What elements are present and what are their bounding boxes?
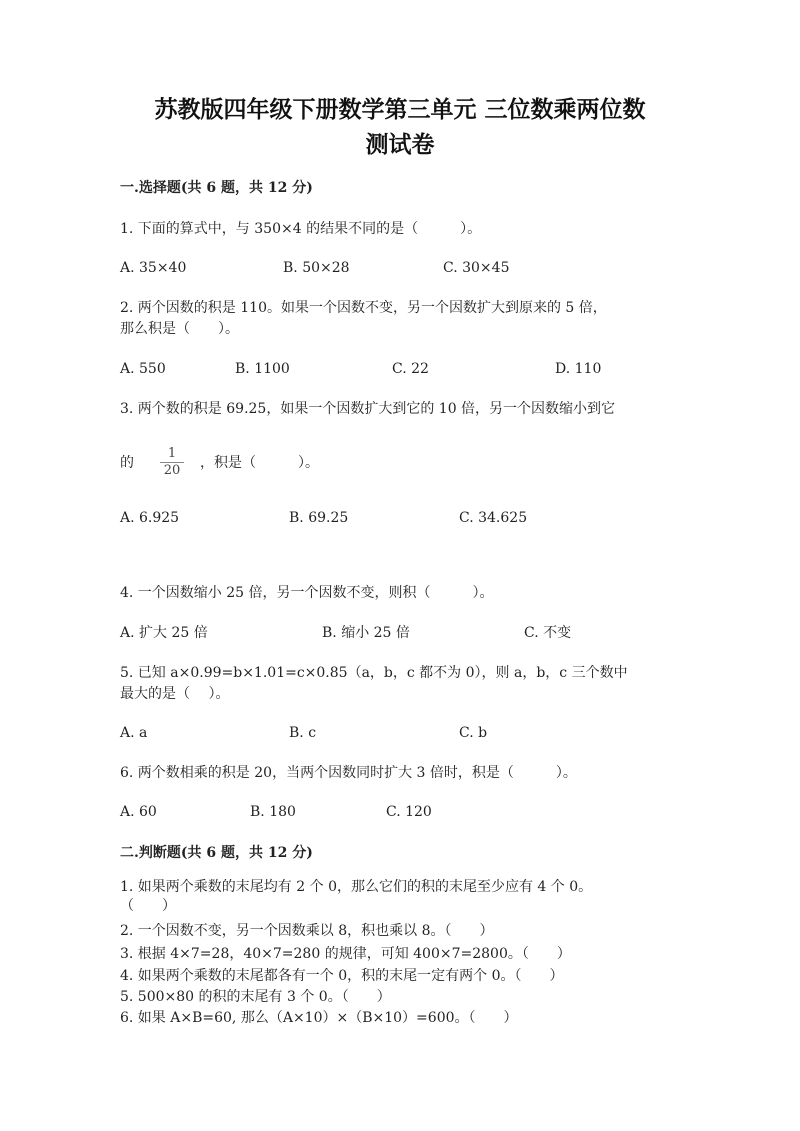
q6-option-a: A. 60 (120, 804, 157, 820)
q6-option-b: B. 180 (250, 804, 296, 820)
q5-option-b: B. c (289, 725, 317, 741)
q2-option-d: D. 110 (555, 361, 602, 377)
q3-option-c: C. 34.625 (459, 510, 528, 526)
q2-option-b: B. 1100 (235, 361, 290, 377)
q1-option-b: B. 50×28 (283, 260, 350, 276)
q1-option-c: C. 30×45 (443, 260, 510, 276)
q6-option-c: C. 120 (386, 804, 432, 820)
q5-option-a: A. a (120, 725, 148, 741)
section1-heading: 一.选择题(共 6 题，共 12 分) (120, 180, 313, 196)
fraction-denominator: 20 (163, 463, 181, 478)
section2-heading: 二.判断题(共 6 题，共 12 分) (120, 845, 313, 861)
question-1: 1. 下面的算式中，与 350×4 的结果不同的是（ ）。 (120, 221, 482, 237)
q2-option-a: A. 550 (120, 361, 166, 377)
question-2-cont: 那么积是（ ）。 (120, 321, 239, 337)
question-3: 3. 两个数的积是 69.25，如果一个因数扩大到它的 10 倍，另一个因数缩小到它 (120, 401, 616, 417)
q1-option-a: A. 35×40 (120, 260, 187, 276)
judgment-2: 2. 一个因数不变，另一个因数乘以 8，积也乘以 8。（ ） (120, 923, 494, 939)
question-3-cont: ，积是（ ）。 (200, 455, 319, 471)
q5-option-c: C. b (459, 725, 488, 741)
judgment-1-blank: （ ） (120, 898, 176, 914)
question-5: 5. 已知 a×0.99=b×1.01=c×0.85（a，b，c 都不为 0），则 a，b，c 三个数中 (120, 665, 628, 681)
fraction (160, 446, 184, 479)
question-6: 6. 两个数相乘的积是 20，当两个因数同时扩大 3 倍时，积是（ ）。 (120, 765, 577, 781)
q3-option-a: A. 6.925 (120, 510, 180, 526)
question-3-de: 的 (120, 455, 134, 471)
q4-option-b: B. 缩小 25 倍 (322, 625, 410, 641)
page-title: 苏教版四年级下册数学第三单元 三位数乘两位数 (154, 96, 646, 123)
question-4: 4. 一个因数缩小 25 倍，另一个因数不变，则积（ ）。 (120, 585, 494, 601)
q4-option-a: A. 扩大 25 倍 (120, 625, 208, 641)
judgment-3: 3. 根据 4×7=28，40×7=280 的规律，可知 400×7=2800。（ ） (120, 946, 571, 962)
fraction-numerator: 1 (160, 446, 184, 463)
judgment-1: 1. 如果两个乘数的末尾均有 2 个 0，那么它们的积的末尾至少应有 4 个 0。 (120, 879, 593, 895)
judgment-6: 6. 如果 A×B=60, 那么（A×10）×（B×10）=600。（ ） (120, 1010, 518, 1026)
question-5-cont: 最大的是（ ）。 (120, 686, 230, 702)
question-2: 2. 两个因数的积是 110。如果一个因数不变，另一个因数扩大到原来的 5 倍， (120, 300, 607, 316)
judgment-5: 5. 500×80 的积的末尾有 3 个 0。（ ） (120, 989, 391, 1005)
q3-option-b: B. 69.25 (289, 510, 349, 526)
q4-option-c: C. 不变 (524, 625, 572, 641)
judgment-4: 4. 如果两个乘数的末尾都各有一个 0，积的末尾一定有两个 0。（ ） (120, 968, 564, 984)
q2-option-c: C. 22 (392, 361, 429, 377)
page-title-line2: 测试卷 (365, 131, 435, 158)
